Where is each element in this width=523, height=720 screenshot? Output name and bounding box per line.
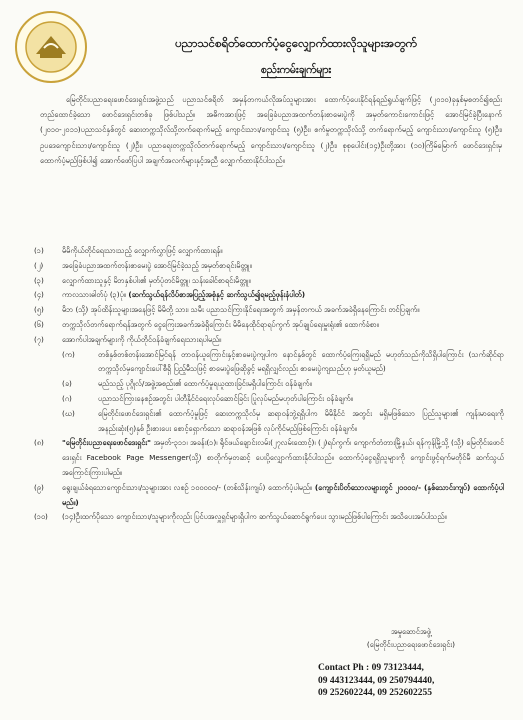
intro-paragraph: မြေတိုင်းပညာရေးဖောင်ဒေးရှင်းအဖွဲ့သည် ပညာသင်စရိတ် အမှန်တကယ်လိုအပ်သူများအား ထောက်ပံ့ပေးနိုင်ရန်ရည်ရွယ်ချက်ဖြင့် (၂၀၁၀)ခုနှစ်မှစတင်၍စည်းတည်ထောင်ခဲ့သော ဖောင်ဒေးရှင်းတစ်ခု ဖြစ်ပါသည်။ အဓိကအားဖြင့် အခြေခံပညာအထက်တန်းစာမေးပွဲကို အမှတ်ကောင်းကောင်းဖြင့် အောင်မြင်ခဲ့ပြီးနောက် (၂၀၁၀-၂၀၁၁)ပညာသင်နှစ်တွင် ဆေးတက္ကသိုလ်သို့တက်ရောက်မည့် ကျောင်းသား/ကျောင်းသူ (၅)ဦး၊ စက်မှုတက္ကသိုလ်သို့ တက်ရောက်မည့် ကျောင်းသား/ကျောင်းသူ (၅)ဦး၊ ဥပဒေကျောင်းသား/ကျောင်းသူ (၂)ဦး၊ ပညာရေးတက္ကသိုလ်တက်ရောက်မည့် ကျောင်းသား/ကျောင်းသူ (၂)ဦး၊ စုစုပေါင်း(၁၄)ဦးတို့အား (၁၀)ကြိမ်မြောက် ဖောင်ဒေးရှင်းမှ ထောက်ပံ့မည်ဖြစ်ပါ၍ အောက်ဖော်ပြပါ အချက်အလက်များနှင့်အညီ လျှောက်ထားနိုင်ပါသည်။ xyxy=(40,95,502,165)
list-item: (၄) ကာလသားဓါတ်ပုံ (၃)ပုံ။ (ဆက်သွယ်ရန်လိပ်စာအပြည့်အစုံနှင့် ဆက်သွယ်၍ရမည့်ဖုန်းနံပါတ်) xyxy=(34,290,306,300)
contact-block xyxy=(318,662,508,700)
list-item: (၁၀) (၁၄)ဦးထက်ပိုသော ကျောင်းသား/သူများကိုလည်း ပြင်ပအလှူရှင်များရှိပါက ဆက်သွယ်ဆောင်ရွက်ပေး သွားမည်ဖြစ်ပါကြောင်း အသိပေးအပ်ပါသည်။ xyxy=(34,512,447,522)
sub-item: (ဂ) ပညာသင်ကြားနေစဉ်အတွင်း ပါတီနိုင်ငံရေးလုပ်ဆောင်ခြင်း ပြုလုပ်မည်မဟုတ်ပါကြောင်း ဝန်ခံချက်။ xyxy=(62,393,353,403)
signature-org-full: (မြေတိုင်းပညာရေးဖောင်ဒေးရှင်း) xyxy=(366,639,456,649)
page-title: ပညာသင်စရိတ်ထောက်ပံ့ငွေလျှောက်ထားလိုသူများအတွက် xyxy=(175,36,417,50)
page-subtitle: စည်းကမ်းချက်များ xyxy=(260,64,332,76)
list-item: (၃) လျှောက်ထားသူနှင့် မိဘနှစ်ပါး၏ မှတ်ပုံတင်မိတ္တူ၊ သန်းခေါင်စာရင်းမိတ္တူ။ xyxy=(34,275,251,285)
sub-item: (ခ) မည်သည့် ပုဂ္ဂိုလ်/အဖွဲ့အစည်း၏ ထောက်ပံ့မှုရယူထားခြင်းမရှိပါကြောင်း ဝန်ခံချက်။ xyxy=(62,379,312,389)
signature-block xyxy=(316,626,506,651)
list-item: (၇) အောက်ပါအချက်များကို ကိုယ်တိုင်ဝန်ခံချက်ရေးသားရပါမည်။ xyxy=(34,334,222,344)
list-item: (၂) အခြေခံပညာအထက်တန်းစာမေးပွဲ အောင်မြင်ခဲ့သည့် အမှတ်စာရင်းမိတ္တူ။ xyxy=(34,260,252,270)
sub-item: (က) တစ်နှစ်တစ်တန်းအောင်မြင်ရန် တာဝန်ယူကြောင်းနှင့်စာမေးပွဲကျပါက နောင်နှစ်တွင် ထောက်ပံ့ကြေးရရှိမည် မဟုတ်သည်ကိုသိရှိပါကြောင်း (သက်ဆိုင်ရာတက္ကသိုလ်မှကျောင်းပေါ်စီရှိ ပြည့်မီသဖြင့် စာမေးပွဲဖြေဆိုခွင့် မရရှိလျှင်လည်း စာမေးပွဲကျသည်ဟု မှတ်ယူမည်) xyxy=(62,349,504,374)
list-item: (၆) တက္ကသိုလ်တက်ရောက်ရန်အတွက် ငွေကြေးအခက်အခဲရှိကြောင်း မိမိနေထိုင်ရာရပ်ကွက် အုပ်ချုပ်ရေးမှူးရုံး၏ ထောက်ခံစာ။ xyxy=(34,319,379,329)
phone-line: 09 73123444, xyxy=(371,663,424,673)
list-item: (၈) "မြေတိုင်းပညာရေးဖောင်ဒေးရှင်း" အမှတ်-၃၁၁၊ အခန်း(၁)၊ ရိုင်ဖယ်ချောင်းလမ်း(၂၇လမ်းထောင့်)၊ (၂)ရပ်ကွက်၊ ကျောက်တံတားမြို့နယ်၊ ရန်ကုန်မြို့သို့ (သို့) မြေတိုင်းဖောင်ဒေးရှင်း Facebook Page Messenger(သို့) စာတိုက်မှတဆင့် ပေးပို့လျှောက်ထားနိုင်ပါသည်။ ထောက်ပံ့ငွေရရှိသူများကို ကျောင်းဖွင့်ရက်မတိုင်မီ ဆက်သွယ်အကြောင်းကြားပါမည်။ xyxy=(34,438,504,477)
sub-item: (ဃ) မြေတိုင်းဖောင်ဒေးရှင်း၏ ထောက်ပံ့မှုဖြင့် ဆေးတက္ကသိုလ်မှ ဆရာဝန်ဘွဲ့ရရှိပါက မိမိနိုင်ငံ အတွင်း မရှိမဖြစ်သော ပြည်သူများ၏ ကျန်းမာရေးကို အနည်းဆုံး(၅)နှစ် ဦးစားပေး စောင့်ရှောက်သော ဆရာဝန်အဖြစ် လုပ်ကိုင်မည်ဖြစ်ကြောင်း ဝန်ခံချက်။ xyxy=(62,408,504,433)
signature-org: အမှုဆောင်အဖွဲ့ xyxy=(390,627,432,636)
phone-line: 09 443123444, 09 250794440, xyxy=(318,675,435,686)
requirements-list xyxy=(34,244,504,525)
list-item: (၁) မိမိကိုယ်တိုင်ရေးသားသည့် လျှောက်လွှာဖြင့် လျှောက်ထားရန်။ xyxy=(34,246,223,255)
foundation-logo xyxy=(14,10,88,84)
list-item: (၉) ရွေးချယ်ခံရသောကျောင်းသား/သူများအား လစဉ် ၁၀၀၀၀၀/- (တစ်သိန်းကျပ်) ထောက်ပံ့ပါမည်။ (ကျောင်းပိတ်သောလများတွင် ၂၀၀၀၀/- (နှစ်သောင်းကျပ်) ထောက်ပံ့ပါမည်။) xyxy=(34,482,504,507)
list-item: (၅) မိဘ (သို့) အုပ်ထိန်းသူများအနေဖြင့် မိမိတို့ သား၊ သမီး ပညာသင်ကြားနိုင်ရေးအတွက် အမှန်တကယ် အခက်အခဲရှိနေကြောင်း တင်ပြချက်။ xyxy=(34,305,420,315)
phone-line: 09 252602244, 09 252602255 xyxy=(318,688,432,698)
contact-label: Contact Ph : xyxy=(318,663,370,673)
